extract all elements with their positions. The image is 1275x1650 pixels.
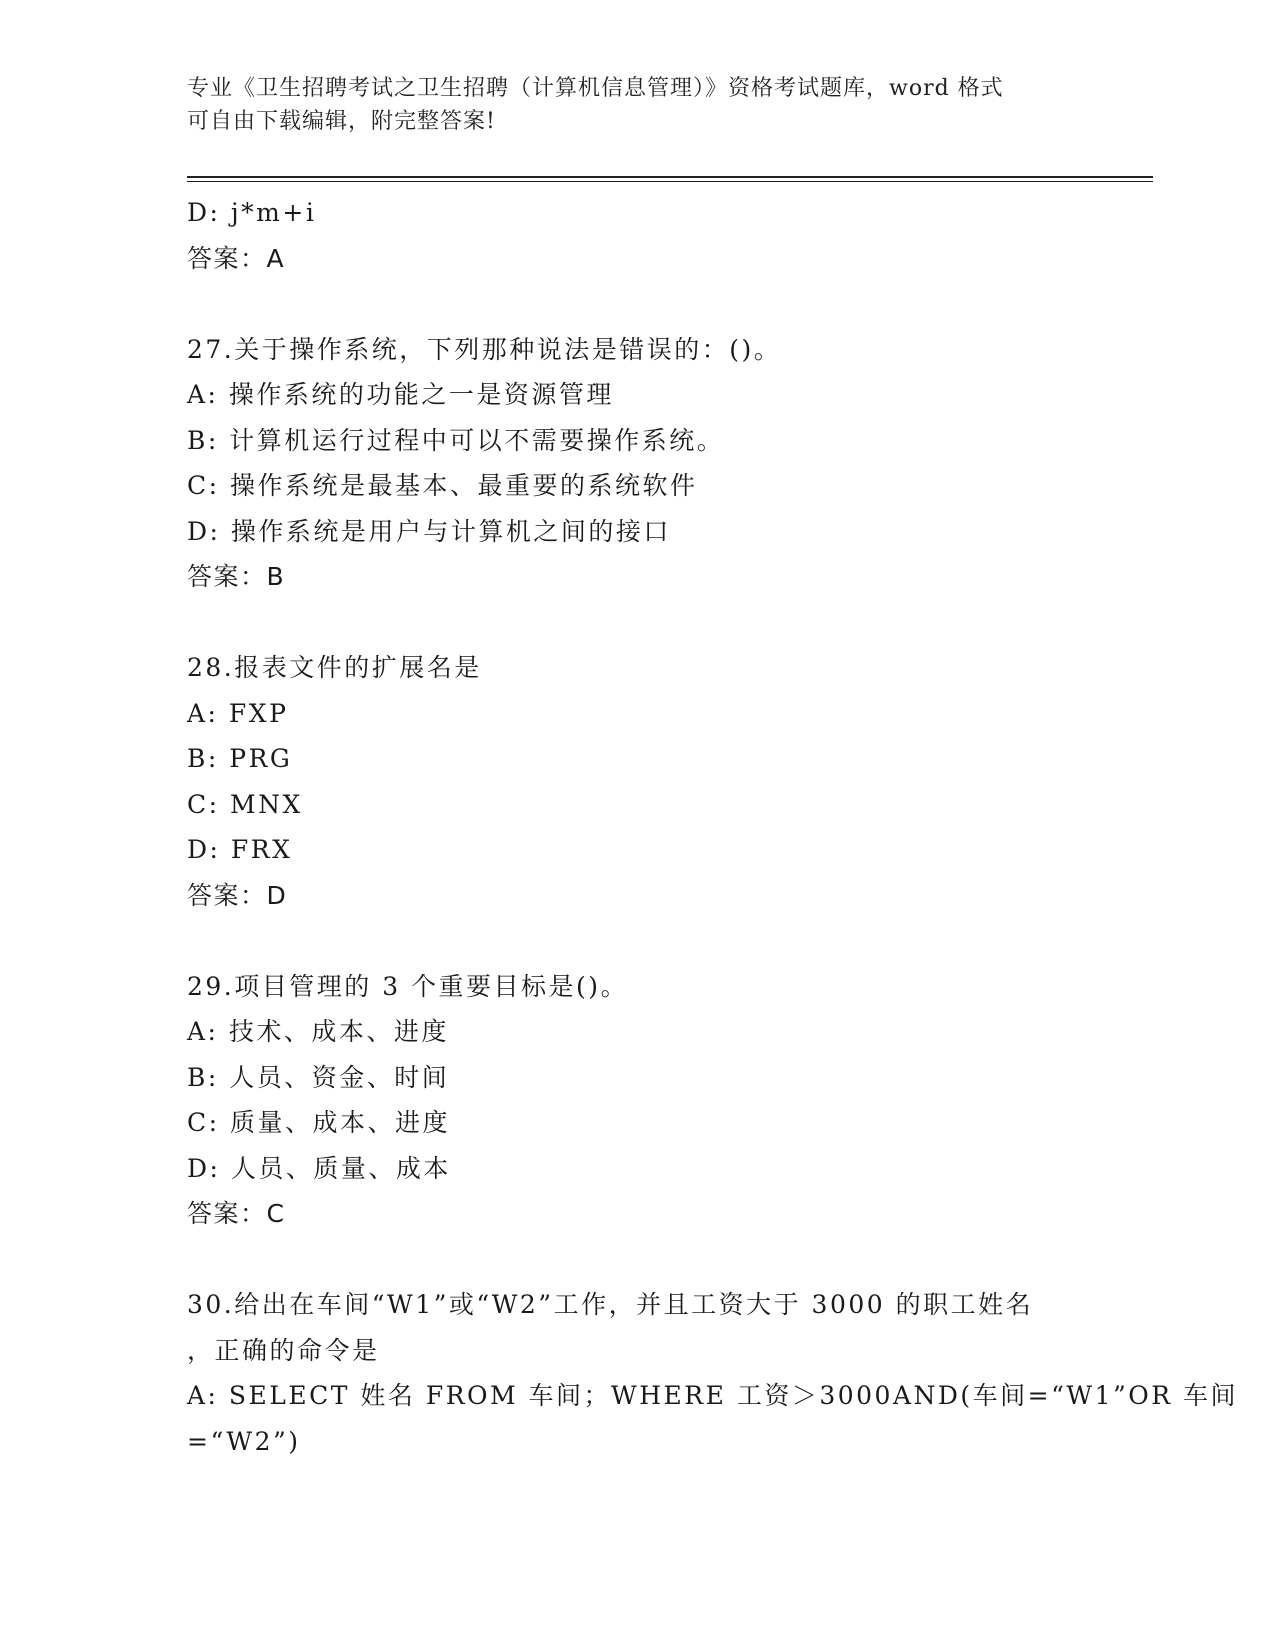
question-29: [187, 964, 1087, 1237]
option-a: A: FXP: [187, 698, 289, 728]
header-title-line-2: 可自由下载编辑，附完整答案!: [187, 109, 496, 134]
answer: 答案：C: [187, 1199, 286, 1228]
question-stem: 29.项目管理的 3 个重要目标是()。: [187, 971, 629, 1001]
option-b: B: PRG: [187, 744, 293, 773]
option-a-line-2: =“W2”): [187, 1426, 301, 1456]
document-header: [187, 72, 1067, 138]
spacer: [187, 1237, 1087, 1283]
answer: 答案：D: [187, 880, 288, 910]
question-stem-line-2: ，正确的命令是: [187, 1335, 380, 1365]
prev-option-d: D: j*m+i: [187, 198, 317, 227]
spacer: [187, 918, 1087, 964]
option-b: B: 人员、资金、时间: [187, 1062, 450, 1092]
option-d: D: FRX: [187, 835, 293, 864]
option-c: C: 操作系统是最基本、最重要的系统软件: [187, 471, 698, 500]
spacer: [187, 281, 1087, 327]
option-c: C: MNX: [187, 789, 303, 819]
option-a: A: 操作系统的功能之一是资源管理: [187, 380, 614, 409]
header-rule-thick: [187, 176, 1153, 178]
header-rule-thin: [187, 181, 1153, 182]
option-d: D: 人员、质量、成本: [187, 1153, 451, 1183]
option-a: A: 技术、成本、进度: [187, 1017, 449, 1046]
question-list: [187, 190, 1239, 1464]
question-28: [187, 645, 1087, 918]
question-stem-line-1: 30.给出在车间“W1”或“W2”工作，并且工资大于 3000 的职工姓名: [187, 1290, 1034, 1319]
question-27: [187, 327, 1087, 600]
option-d: D: 操作系统是用户与计算机之间的接口: [187, 516, 671, 546]
prev-answer: 答案：A: [187, 243, 286, 273]
option-c: C: 质量、成本、进度: [187, 1108, 450, 1137]
option-b: B: 计算机运行过程中可以不需要操作系统。: [187, 425, 725, 455]
question-stem: 28.报表文件的扩展名是: [187, 653, 482, 682]
answer: 答案：B: [187, 562, 286, 591]
spacer: [187, 600, 1087, 646]
option-a-line-1: A: SELECT 姓名 FROM 车间；WHERE 工资＞3000AND(车间=“W1”OR 车间: [187, 1381, 1239, 1410]
question-stem: 27.关于操作系统，下列那种说法是错误的：()。: [187, 334, 782, 364]
question-30: [187, 1282, 1239, 1464]
header-title-line-1: 专业《卫生招聘考试之卫生招聘（计算机信息管理）》资格考试题库，word 格式: [187, 76, 1004, 101]
